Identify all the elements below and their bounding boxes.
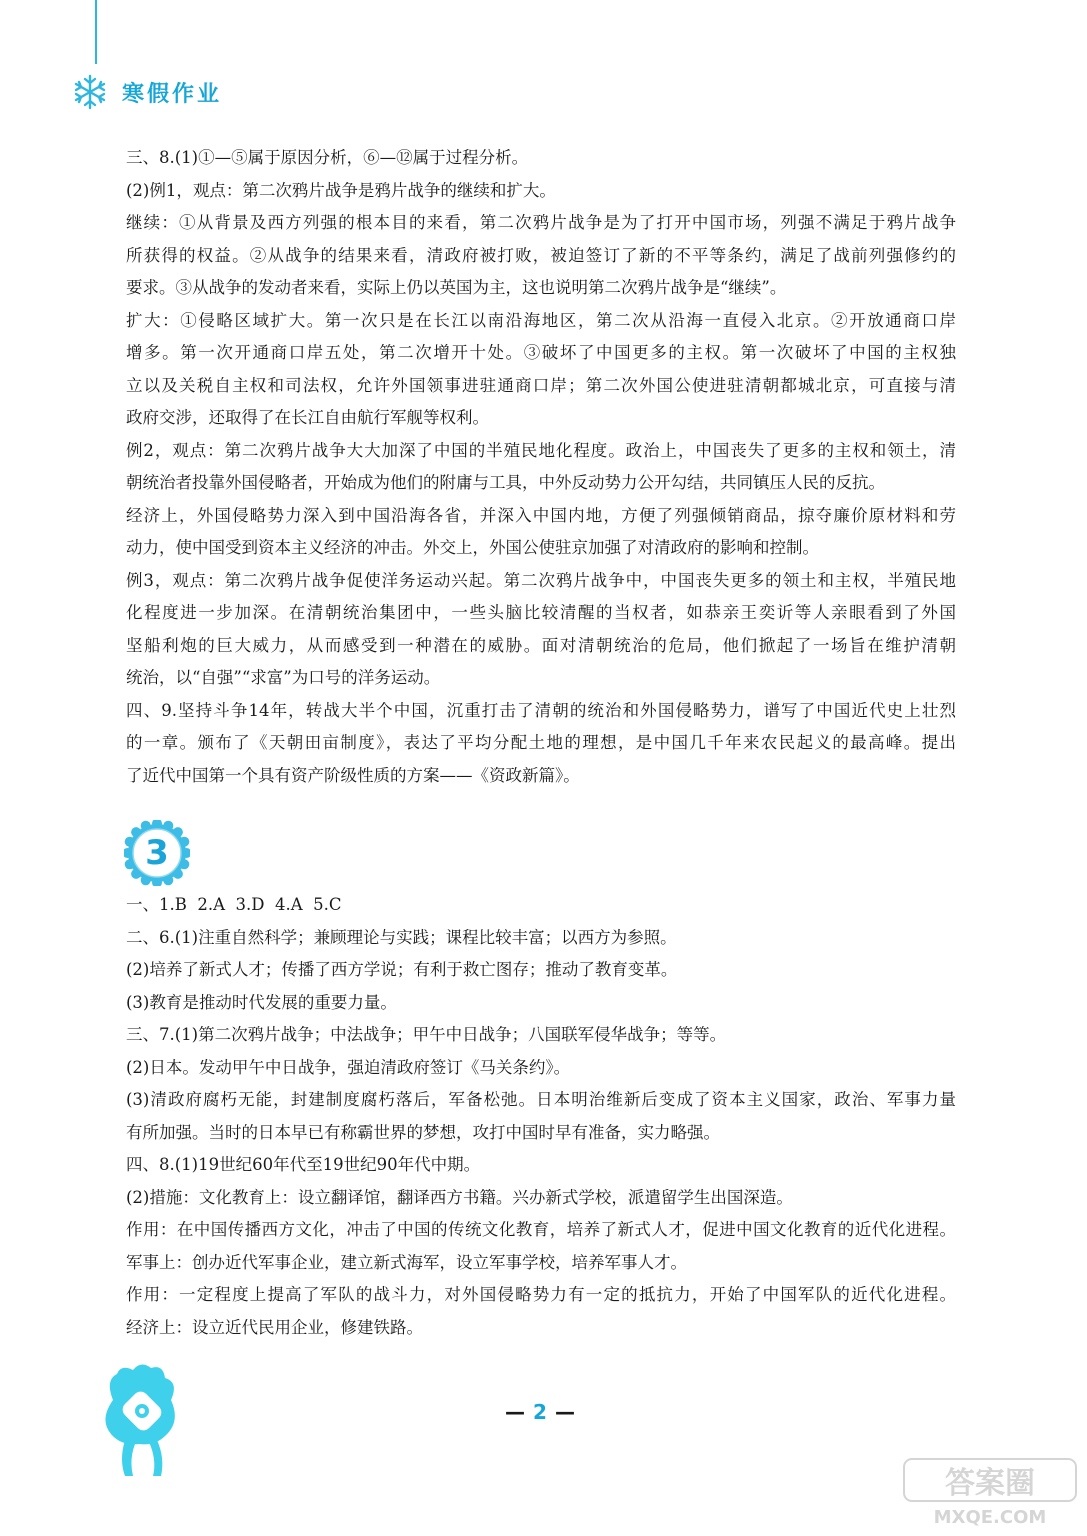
text-line: 二、6.(1)注重自然科学；兼顾理论与实践；课程比较丰富；以西方为参照。 <box>126 927 677 947</box>
text-line: 一、1.B 2.A 3.D 4.A 5.C <box>126 895 342 914</box>
page-header-title: 寒假作业 <box>122 81 223 107</box>
text-line: 政府交涉，还取得了在长江自由航行军舰等权利。 <box>126 408 489 427</box>
text-line: 经济上：设立近代民用企业，修建铁路。 <box>126 1317 423 1337</box>
watermark-logo <box>900 1455 1080 1530</box>
text-line: 四、9.坚持斗争14年，转战大半个中国，沉重打击了清朝的统治和外国侵略势力，谱写了中国近代史上壮烈 <box>126 700 956 720</box>
text-line: (3)清政府腐朽无能，封建制度腐朽落后，军备松弛。日本明治维新后变成了资本主义国家，政治、军事力量 <box>126 1090 956 1109</box>
text-line: 所获得的权益。②从战争的结果来看，清政府被打败，被迫签订了新的不平等条约，满足了战前列强修约的 <box>126 245 956 265</box>
mascot-illustration <box>95 1360 185 1480</box>
text-line: 作用：在中国传播西方文化，冲击了中国的传统文化教育，培养了新式人才，促进中国文化教育的近代化进程。 <box>126 1220 956 1239</box>
text-line: 增多。第一次开通商口岸五处，第二次增开十处。③破坏了中国更多的主权。第一次破坏了中国的主权独 <box>126 343 956 362</box>
text-line: 作用：一定程度上提高了军队的战斗力，对外国侵略势力有一定的抵抗力，开始了中国军队的近代化进程。 <box>126 1285 956 1304</box>
answer-section-part2 <box>126 889 956 1344</box>
text-line: 扩大：①侵略区域扩大。第一次只是在长江以南沿海地区，第二次从沿海一直侵入北京。②开放通商口岸 <box>126 310 956 330</box>
text-line: 经济上，外国侵略势力深入到中国沿海各省，并深入中国内地，方便了列强倾销商品，掠夺廉价原材料和劳 <box>126 505 956 525</box>
text-line: 立以及关税自主权和司法权，允许外国领事进驻通商口岸；第二次外国公使进驻清朝都城北京，可直接与清 <box>126 375 956 395</box>
text-line: (2)措施：文化教育上：设立翻译馆，翻译西方书籍。兴办新式学校，派遣留学生出国深造。 <box>126 1187 793 1207</box>
text-line: (2)培养了新式人才；传播了西方学说；有利于救亡图存；推动了教育变革。 <box>126 960 678 979</box>
text-line: 统治，以“自强”“求富”为口号的洋务运动。 <box>126 668 441 687</box>
svg-text:答案圈: 答案圈 <box>945 1466 1035 1501</box>
text-line: 要求。③从战争的发动者来看，实际上仍以英国为主，这也说明第二次鸦片战争是“继续”。 <box>126 278 787 297</box>
text-line: 了近代中国第一个具有资产阶级性质的方案——《资政新篇》。 <box>126 765 580 785</box>
text-line: 例2，观点：第二次鸦片战争大大加深了中国的半殖民地化程度。政治上，中国丧失了更多的主权和领土，清 <box>126 440 956 460</box>
page-number-value: 2 <box>533 1400 547 1424</box>
section-number: 3 <box>145 833 169 873</box>
text-line: 四、8.(1)19世纪60年代至19世纪90年代中期。 <box>126 1155 481 1174</box>
text-line: 军事上：创办近代军事企业，建立新式海军，设立军事学校，培养军事人才。 <box>126 1252 687 1272</box>
snowflake-icon <box>72 74 108 110</box>
text-line: 动力，使中国受到资本主义经济的冲击。外交上，外国公使驻京加强了对清政府的影响和控制。 <box>126 538 819 557</box>
text-line: 朝统治者投靠外国侵略者，开始成为他们的附庸与工具，中外反动势力公开勾结，共同镇压人民的反抗。 <box>126 473 885 492</box>
page-header <box>72 72 222 112</box>
text-line: 继续：①从背景及西方列强的根本目的来看，第二次鸦片战争是为了打开中国市场，列强不满足于鸦片战争 <box>126 213 956 232</box>
text-line: 三、7.(1)第二次鸦片战争；中法战争；甲午中日战争；八国联军侵华战争；等等。 <box>126 1025 727 1044</box>
text-line: 三、8.(1)①—⑤属于原因分析，⑥—⑫属于过程分析。 <box>126 148 529 167</box>
svg-text:MXQE.COM: MXQE.COM <box>933 1507 1047 1528</box>
answer-section-part1 <box>126 142 956 792</box>
text-line: 坚船利炮的巨大威力，从而感受到一种潜在的威胁。面对清朝统治的危局，他们掀起了一场旨在维护清朝 <box>126 635 956 655</box>
text-line: (2)日本。发动甲午中日战争，强迫清政府签订《马关条约》。 <box>126 1057 571 1077</box>
text-line: 化程度进一步加深。在清朝统治集团中，一些头脑比较清醒的当权者，如恭亲王奕䜣等人亲眼看到了外国 <box>126 603 956 622</box>
text-line: (3)教育是推动时代发展的重要力量。 <box>126 992 397 1012</box>
page-number: — 2 — <box>505 1400 575 1424</box>
text-line: (2)例1，观点：第二次鸦片战争是鸦片战争的继续和扩大。 <box>126 180 556 200</box>
section-number-badge <box>124 820 190 886</box>
header-decor-line <box>95 0 97 64</box>
text-line: 的一章。颁布了《天朝田亩制度》，表达了平均分配土地的理想，是中国几千年来农民起义的最高峰。提出 <box>126 733 956 752</box>
text-line: 有所加强。当时的日本早已有称霸世界的梦想，攻打中国时早有准备，实力略强。 <box>126 1122 720 1142</box>
text-line: 例3，观点：第二次鸦片战争促使洋务运动兴起。第二次鸦片战争中，中国丧失更多的领土和主权，半殖民地 <box>126 570 956 590</box>
